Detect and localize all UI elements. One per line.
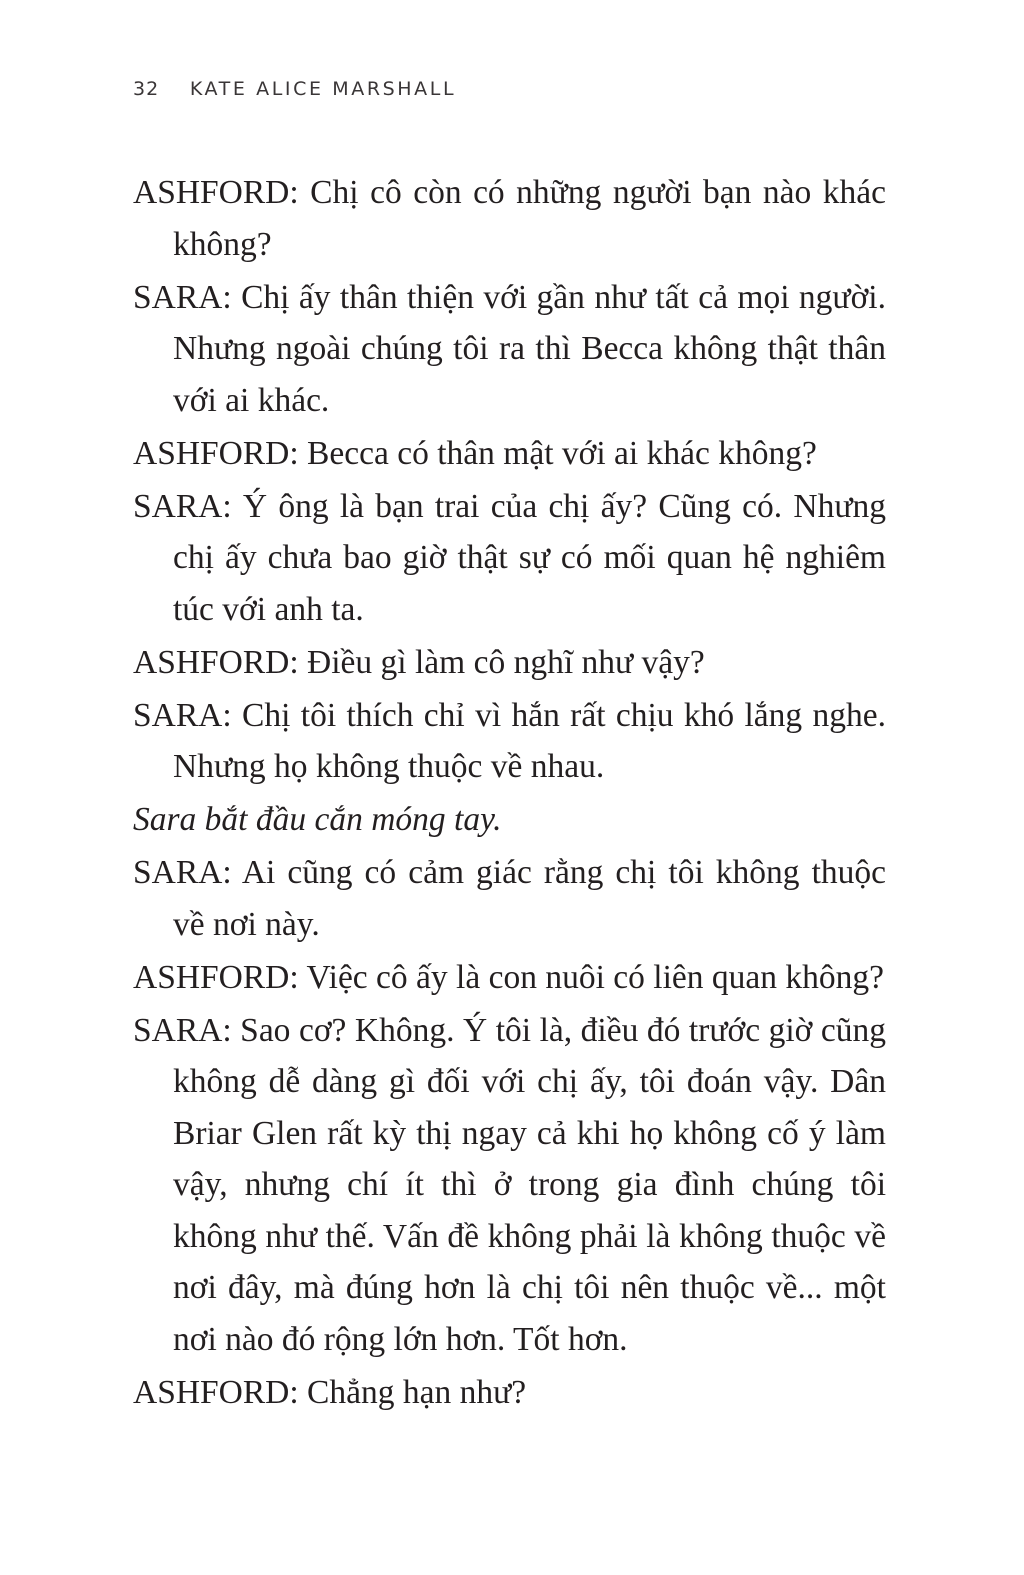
dialogue-ashford-1: ASHFORD: Chị cô còn có những người bạn nào khác không? [133, 174, 886, 263]
dialogue-sara-3: SARA: Chị tôi thích chỉ vì hắn rất chịu khó lắng nghe. Nhưng họ không thuộc về nhau. [133, 696, 886, 785]
dialogue-ashford-3: ASHFORD: Điều gì làm cô nghĩ như vậy? [133, 643, 705, 681]
author-name: KATE ALICE MARSHALL [189, 78, 457, 100]
dialogue-ashford-2: ASHFORD: Becca có thân mật với ai khác không? [133, 434, 817, 472]
dialogue-sara-4: SARA: Ai cũng có cảm giác rằng chị tôi không thuộc về nơi này. [133, 854, 886, 943]
body-text [133, 167, 886, 1420]
dialogue-ashford-5: ASHFORD: Chẳng hạn như? [133, 1373, 527, 1411]
dialogue-sara-5: SARA: Sao cơ? Không. Ý tôi là, điều đó trước giờ cũng không dễ dàng gì đối với chị ấy, tôi đoán vậy. Dân Briar Glen rất kỳ thị ngay cả khi họ không cố ý làm vậy, nhưng chí ít thì ở trong gia đình chúng tôi không như thế. Vấn đề không phải là không thuộc về nơi đây, mà đúng hơn là chị tôi nên thuộc về... một nơi nào đó rộng lớn hơn. Tốt hơn. [133, 1011, 886, 1358]
dialogue-sara-2: SARA: Ý ông là bạn trai của chị ấy? Cũng có. Nhưng chị ấy chưa bao giờ thật sự có mối quan hệ nghiêm túc với anh ta. [133, 487, 886, 628]
running-head [133, 78, 456, 100]
dialogue-sara-1: SARA: Chị ấy thân thiện với gần như tất cả mọi người. Nhưng ngoài chúng tôi ra thì Becca không thật thân với ai khác. [133, 278, 886, 419]
page-number: 32 [133, 78, 160, 100]
dialogue-ashford-4: ASHFORD: Việc cô ấy là con nuôi có liên quan không? [133, 958, 884, 996]
stage-direction: Sara bắt đầu cắn móng tay. [133, 801, 502, 838]
